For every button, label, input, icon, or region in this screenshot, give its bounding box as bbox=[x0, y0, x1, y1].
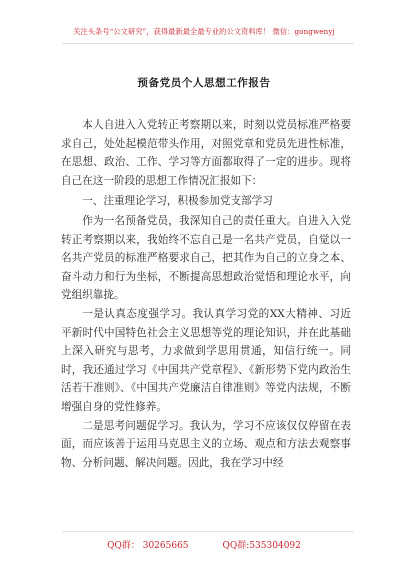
section-heading: 一、注重理论学习，积极参加党支部学习 bbox=[82, 194, 273, 207]
body-paragraph: 一是认真态度强学习。我认真学习党的XX大精神、习近平新时代中国特色社会主义思想等党的理论知识，并在此基础上深入研究与思考，力求做到学思用贯通，知信行统一。同时，我还通过学习《中国共产党章程》、《新形势下党内政治生活若干准则》、《中国共产党廉洁自律准则》等党内法规，不断增强自身的党性修养。 bbox=[61, 307, 351, 413]
body-paragraph: 二是思考问题促学习。我认为，学习不应该仅仅停留在表面，而应该善于运用马克思主义的立场、观点和方法去观察事物、分析问题、解决问题。因此，我在学习中经 bbox=[61, 419, 351, 469]
footer-divider bbox=[62, 531, 354, 532]
document-body bbox=[61, 116, 351, 472]
footer-qq-group-2: QQ群:535304092 bbox=[222, 541, 301, 551]
body-paragraph: 作为一名预备党员，我深知自己的责任重大。自进入入党转正考察期以来，我始终不忘自己是一名共产党员，自觉以一名共产党员的标准严格要求自己，把其作为自己的立身之本、奋斗动力和行为坐标，不断提高思想政治觉悟和理论水平，向党组织靠拢。 bbox=[61, 214, 351, 302]
header-banner: 关注头条号“公文研究”，获得最新最全最专业的公文资料库！ 微信：gongwenyj bbox=[73, 27, 335, 36]
header-divider bbox=[62, 43, 354, 44]
document-title: 预备党员个人思想工作报告 bbox=[137, 77, 271, 89]
intro-paragraph: 本人自进入入党转正考察期以来，时刻以党员标准严格要求自己，处处起模范带头作用，对照党章和党员先进性标准，在思想、政治、工作、学习等方面都取得了一定的进步。现将自己在这一阶段的思想工作情况汇报如下： bbox=[61, 119, 351, 187]
footer-qq-group-1: QQ群： 30265665 bbox=[107, 541, 189, 551]
footer bbox=[0, 538, 408, 551]
